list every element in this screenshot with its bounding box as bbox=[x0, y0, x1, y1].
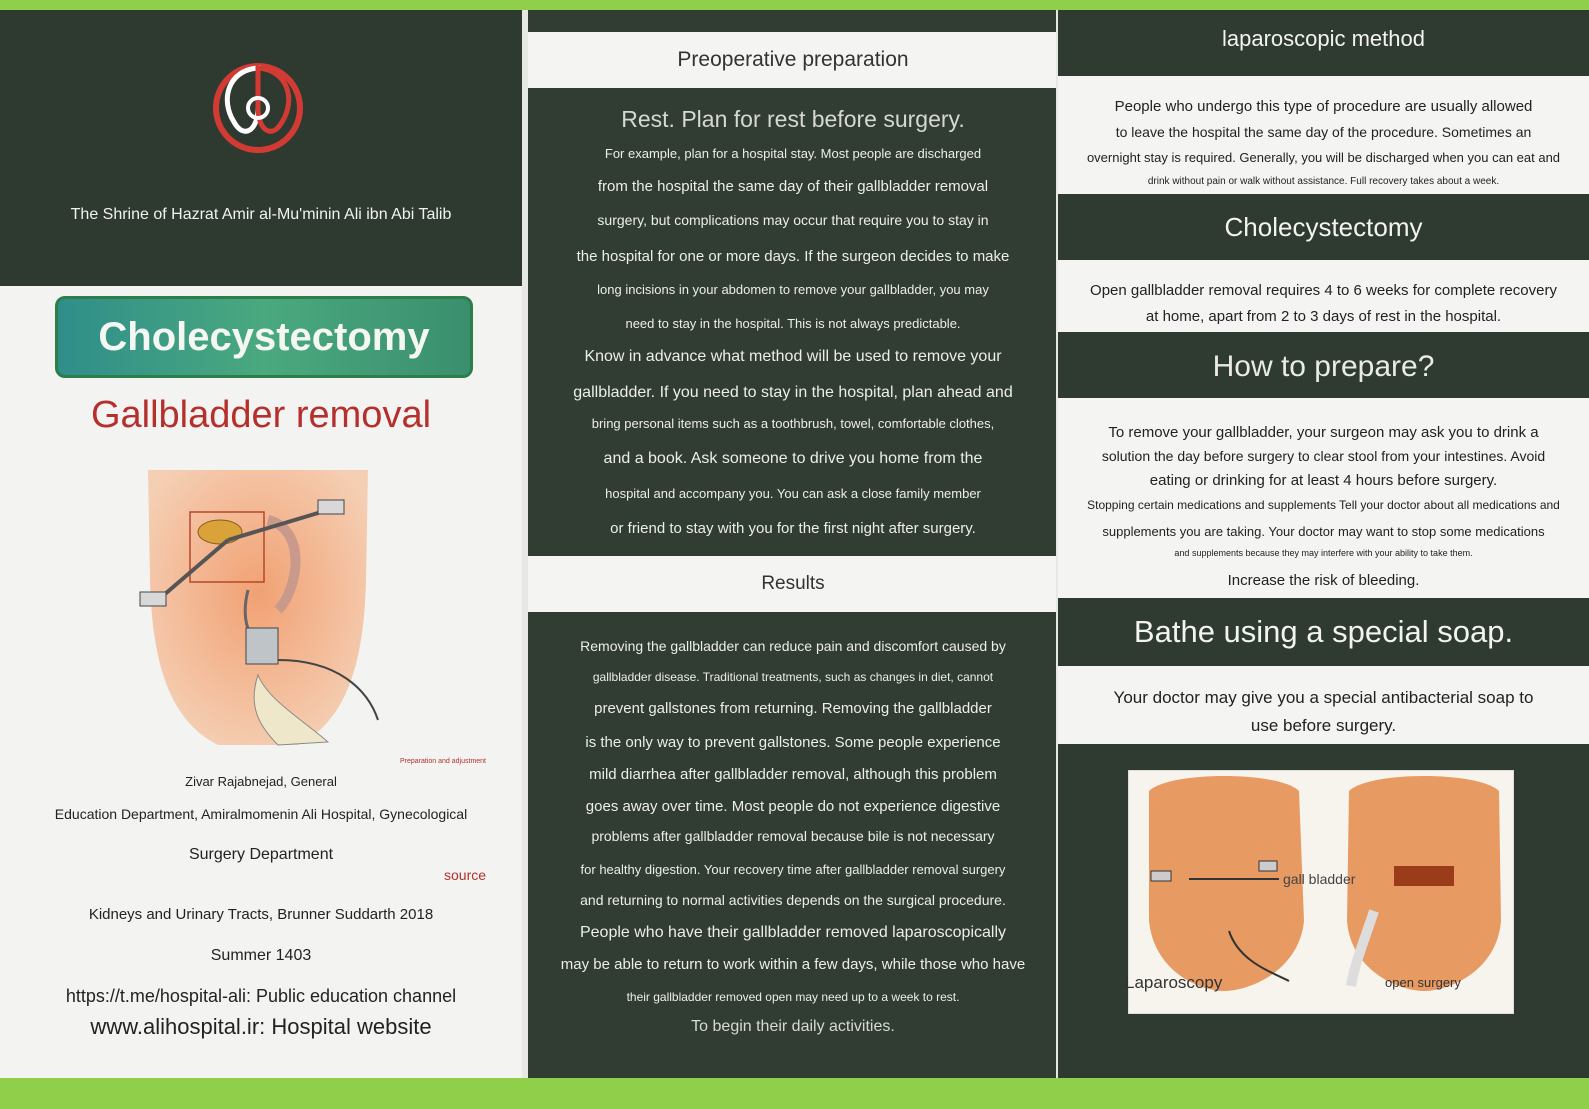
prep-line: and supplements because they may interfere with your ability to take them. bbox=[1174, 548, 1473, 558]
laparoscopic-surgery-illustration bbox=[128, 460, 388, 750]
results-line: People who have their gallbladder removed laparoscopically bbox=[579, 924, 1007, 941]
preop-heading: Preoperative preparation bbox=[528, 32, 1058, 88]
preop-line: Know in advance what method will be used to remove your bbox=[584, 348, 1002, 365]
preop-line: gallbladder. If you need to stay in the hospital, plan ahead and bbox=[573, 384, 1013, 401]
how-to-prepare-heading: How to prepare? bbox=[1212, 350, 1435, 383]
laparoscopic-heading: laparoscopic method bbox=[1221, 26, 1425, 51]
prepare-box bbox=[1058, 398, 1589, 598]
cover-panel bbox=[0, 10, 522, 1078]
results-heading: Results bbox=[528, 556, 1058, 612]
results-line: goes away over time. Most people do not experience digestive bbox=[585, 798, 1001, 815]
results-line: their gallbladder removed open may need up to a week to rest. bbox=[626, 990, 960, 1004]
results-line: is the only way to prevent gallstones. Some people experience bbox=[585, 734, 1001, 751]
preparation-note: Preparation and adjustment bbox=[400, 758, 486, 765]
results-line: mild diarrhea after gallbladder removal, although this problem bbox=[589, 766, 997, 783]
bathe-line: use before surgery. bbox=[1250, 716, 1397, 735]
open-surgery-label: open surgery bbox=[1385, 975, 1461, 990]
bathe-heading: Bathe using a special soap. bbox=[1133, 614, 1514, 649]
prep-line: supplements you are taking. Your doctor may want to stop some medications bbox=[1102, 524, 1545, 539]
chole-line: at home, apart from 2 to 3 days of rest in the hospital. bbox=[1145, 308, 1502, 325]
laparoscopy-label: Laparoscopy bbox=[1125, 973, 1223, 992]
surgery-comparison-photo bbox=[1125, 770, 1514, 1014]
preop-line: the hospital for one or more days. If the surgeon decides to make bbox=[576, 248, 1010, 265]
results-line: gallbladder disease. Traditional treatments, such as changes in diet, cannot bbox=[592, 670, 994, 684]
preop-line: long incisions in your abdomen to remove your gallbladder, you may bbox=[597, 282, 989, 297]
preop-line: from the hospital the same day of their gallbladder removal bbox=[597, 178, 989, 195]
results-line: and returning to normal activities depends on the surgical procedure. bbox=[580, 892, 1006, 908]
website-link[interactable]: www.alihospital.ir: Hospital website bbox=[90, 1014, 432, 1039]
prep-line: Increase the risk of bleeding. bbox=[1227, 572, 1420, 589]
lap-line: overnight stay is required. Generally, you will be discharged when you can eat and bbox=[1086, 150, 1561, 165]
results-line: prevent gallstones from returning. Removing the gallbladder bbox=[594, 700, 992, 717]
preop-line: and a book. Ask someone to drive you home from the bbox=[603, 450, 983, 467]
lap-line: to leave the hospital the same day of the procedure. Sometimes an bbox=[1115, 124, 1532, 140]
preop-line: bring personal items such as a toothbrush, towel, comfortable clothes, bbox=[591, 416, 995, 431]
publication-date: Summer 1403 bbox=[210, 947, 312, 964]
shrine-name: The Shrine of Hazrat Amir al-Mu'minin Ali ibn Abi Talib bbox=[70, 206, 452, 223]
cholecystectomy-box bbox=[1058, 260, 1589, 332]
lap-line: drink without pain or walk without assistance. Full recovery takes about a week. bbox=[1147, 176, 1500, 187]
bathe-line: Your doctor may give you a special antibacterial soap to bbox=[1113, 688, 1534, 707]
methods-panel bbox=[1058, 10, 1589, 1078]
prep-line: solution the day before surgery to clear stool from your intestines. Avoid bbox=[1101, 448, 1546, 464]
prep-line: Stopping certain medications and supplements Tell your doctor about all medications and bbox=[1087, 498, 1560, 512]
cholecystectomy-heading: Cholecystectomy bbox=[1224, 212, 1423, 242]
preop-line: need to stay in the hospital. This is not always predictable. bbox=[625, 316, 961, 331]
source-reference: Kidneys and Urinary Tracts, Brunner Suddarth 2018 bbox=[88, 906, 434, 923]
results-line: To begin their daily activities. bbox=[691, 1018, 895, 1035]
gall-bladder-label: gall bladder bbox=[1283, 871, 1356, 887]
laparoscopic-box bbox=[1058, 76, 1589, 194]
surgery-department: Surgery Department bbox=[188, 846, 334, 863]
brochure-sheet bbox=[0, 10, 1589, 1078]
hospital-logo bbox=[210, 60, 306, 156]
prep-line: eating or drinking for at least 4 hours before surgery. bbox=[1149, 472, 1498, 489]
preop-line: hospital and accompany you. You can ask a close family member bbox=[605, 486, 981, 501]
channel-link[interactable]: https://t.me/hospital-ali: Public education channel bbox=[65, 986, 457, 1006]
preop-line: For example, plan for a hospital stay. Most people are discharged bbox=[604, 146, 982, 161]
preop-line: or friend to stay with you for the first night after surgery. bbox=[610, 520, 976, 537]
source-label: source bbox=[444, 867, 487, 883]
lap-line: People who undergo this type of procedure are usually allowed bbox=[1114, 98, 1533, 115]
preop-line: Rest. Plan for rest before surgery. bbox=[621, 106, 965, 132]
brochure-title: Cholecystectomy bbox=[55, 296, 473, 378]
bathe-box bbox=[1058, 666, 1589, 744]
author: Zivar Rajabnejad, General bbox=[185, 774, 337, 789]
preparation-panel bbox=[528, 10, 1058, 1078]
results-line: may be able to return to work within a few days, while those who have bbox=[560, 956, 1026, 973]
results-line: problems after gallbladder removal because bile is not necessary bbox=[591, 828, 995, 844]
results-line: for healthy digestion. Your recovery time after gallbladder removal surgery bbox=[580, 862, 1006, 877]
prep-line: To remove your gallbladder, your surgeon may ask you to drink a bbox=[1108, 424, 1539, 441]
results-line: Removing the gallbladder can reduce pain and discomfort caused by bbox=[580, 638, 1006, 654]
brochure-subtitle: Gallbladder removal bbox=[90, 394, 432, 436]
chole-line: Open gallbladder removal requires 4 to 6 weeks for complete recovery bbox=[1090, 282, 1557, 299]
preop-line: surgery, but complications may occur that require you to stay in bbox=[597, 212, 989, 228]
department: Education Department, Amiralmomenin Ali Hospital, Gynecological bbox=[54, 806, 468, 822]
